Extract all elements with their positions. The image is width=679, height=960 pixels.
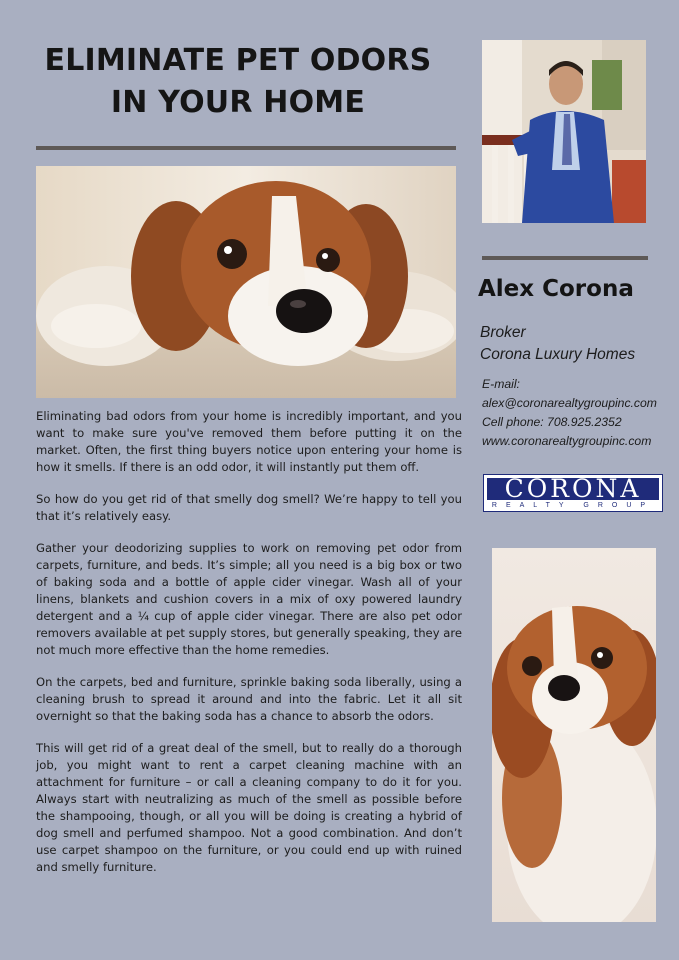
phone-number: Cell phone: 708.925.2352 [482,415,622,429]
corona-logo [483,474,663,512]
agent-photo [482,40,646,223]
agent-divider [482,256,648,260]
dog-sitting-photo [492,548,656,922]
title-divider [36,146,456,150]
article-paragraph: Eliminating bad odors from your home is incredibly important, and you want to make sure you've removed them before putting it on the market. Often, the first thing buyers notice upon entering your home is how it smells. If there is an odd odor, it will instantly put them off. [36,409,462,474]
agent-title: Broker [480,324,526,341]
agent-company: Corona Luxury Homes [480,346,636,363]
email-label: E-mail: [482,377,520,391]
logo-subtitle: REALTY GROUP [491,502,655,509]
article-paragraph: On the carpets, bed and furniture, sprinkle baking soda liberally, using a cleaning brush to spread it around and into the fabric. Let it all sit overnight so that the baking soda has a chance to absorb the odors. [36,675,462,723]
email-link[interactable]: alex@coronarealtygroupinc.com [482,396,657,410]
dog-lying-photo [36,166,456,398]
article-body [36,408,462,891]
agent-name: Alex Corona [478,276,634,302]
article-paragraph: Gather your deodorizing supplies to work on removing pet odor from carpets, furniture, and beds. It’s simple; all you need is a big box or two of baking soda and a bottle of apple cider vinegar. Wash all of your linens, blankets and cushion covers in a mix of oxy powered laundry detergent and a ¼ cup of apple cider vinegar. There are also pet odor removers available at pet supply stores, but generally speaking, they are not much more effective than the home remedies. [36,541,462,657]
logo-wordmark: CORONA [487,478,659,500]
article-paragraph: This will get rid of a great deal of the smell, but to really do a thorough job, you might want to rent a carpet cleaning machine with an attachment for furniture – or call a cleaning company to do it for you. Always start with neutralizing as much of the smell as possible before the shampooing, though, or all you will be doing is creating a hybrid of dog smell and perfumed shampoo. Not a good combination. And don’t use carpet shampoo on the furniture, or you could end up with ruined and smelly furniture. [36,741,462,874]
article-paragraph: So how do you get rid of that smelly dog smell? We’re happy to tell you that it’s relatively easy. [36,492,462,523]
page-title: ELIMINATE PET ODORS IN YOUR HOME [44,43,432,120]
agent-role [480,322,635,366]
website-link[interactable]: www.coronarealtygroupinc.com [482,434,652,448]
agent-contact [482,375,657,451]
